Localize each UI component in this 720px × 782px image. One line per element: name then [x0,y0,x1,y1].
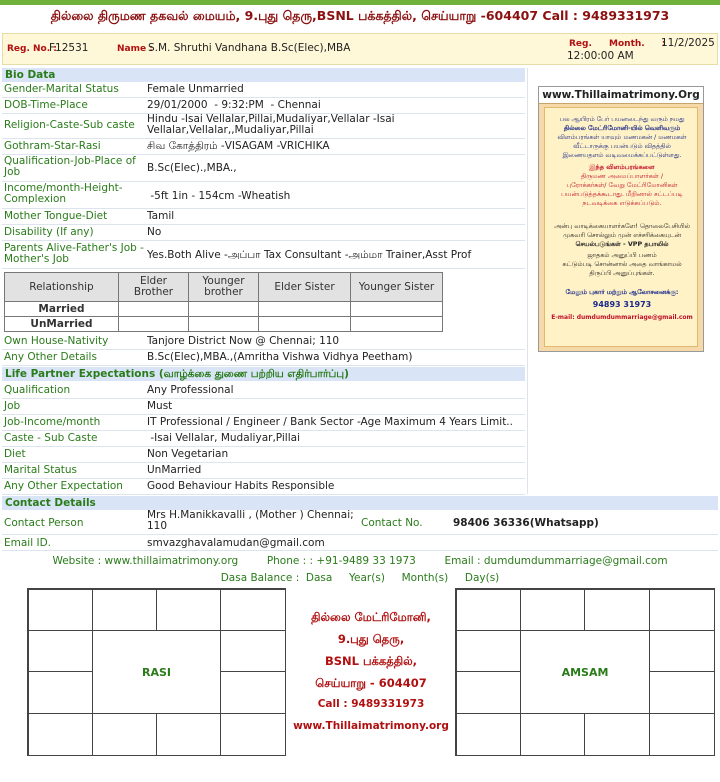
rasi-cell [220,713,286,756]
partner-row [2,399,525,415]
rasi-label: RASI [142,666,171,679]
rasi-cell [156,589,221,631]
siblings-cell [351,302,443,317]
partner-value: -Isai Vellalar, Mudaliyar,Pillai [147,433,300,444]
amsam-cell [649,589,715,631]
partner-label: Job [4,400,21,412]
ad-line: முகவரி சொல்லும் முன் எச்சரிக்கையுடன் [563,231,681,239]
ad-line: கட்டும்படி சொன்னால் அதை வாங்காமல் [562,260,682,268]
rasi-cell [220,671,286,714]
bio-row [2,209,525,225]
ad-email: E-mail: dumdumdummarriage@gmail.com [551,314,693,321]
address-line: 9.புது தெரு, [337,632,405,646]
contact-row [2,535,718,551]
siblings-row [5,302,443,317]
siblings-cell [189,317,259,332]
reg-month-label: Reg. Month. : [569,39,666,49]
email-label: Email ID. [4,537,51,549]
footer-info [0,555,720,567]
siblings-table [4,272,443,332]
bio-row [2,182,525,209]
ad-line: இந்த விளம்பரங்களை [589,163,655,171]
address-phone: Call : 9489331973 [317,698,425,710]
ad-line: மேலும் புகார் மற்றும் ஆலோசனைக்கு: [565,288,679,296]
bio-row [2,114,525,139]
amsam-cell [456,589,521,631]
bio-value: Tanjore District Now @ Chennai; 110 [147,336,340,347]
ad-line: தில்லை மேட்ரிமோனி-யில் வெளிவரும் [563,124,681,132]
siblings-cell [119,302,189,317]
siblings-cell [119,317,189,332]
rasi-cell [92,713,157,756]
partner-label: Caste - Sub Caste [4,432,98,444]
partner-row [2,431,525,447]
bio-row [2,350,525,366]
regno-value: F12531 [49,42,89,54]
bio-label: Parents Alive-Father's Job - Mother's Job [4,242,144,265]
bio-value: 29/01/2000 - 9:32:PM - Chennai [147,100,321,111]
rasi-cell [28,713,93,756]
dasa-balance: Dasa Balance : Dasa Year(s) Month(s) Day(s) [220,572,500,584]
partner-value: UnMarried [147,465,202,476]
amsam-cell [456,630,521,672]
ad-phone: 94893 31973 [592,301,652,309]
bio-label: Gender-Marital Status [4,83,119,95]
siblings-header: Younger Sister [351,273,443,302]
siblings-cell [351,317,443,332]
amsam-chart [455,588,715,756]
email-link[interactable]: Email : dumdumdummarriage@gmail.com [444,555,668,567]
partner-label: Marital Status [4,464,77,476]
siblings-cell [189,302,259,317]
phone-text: Phone : : +91-9489 33 1973 [266,555,416,567]
bio-label: Own House-Nativity [4,335,109,347]
rasi-cell [28,671,93,714]
bio-label: Qualification-Job-Place of Job [4,155,136,178]
ad-line: திருமண அமைப்பாளர்கள் / [580,172,664,180]
website-link[interactable]: Website : www.thillaimatrimony.org [52,555,239,567]
bio-label: Income/month-Height-Complexion [4,182,123,205]
bio-row [2,334,525,350]
ad-line: திருப்பி அனுப்புங்கள். [589,269,655,277]
rasi-cell [92,589,157,631]
partner-value: Good Behaviour Habits Responsible [147,481,335,492]
partner-row [2,463,525,479]
ad-notice [544,107,698,347]
amsam-cell [520,589,585,631]
bio-data-section-title: Bio Data [2,68,525,82]
address-website: www.Thillaimatrimony.org [293,720,449,732]
partner-label: Job-Income/month [4,416,101,428]
email-value: smvazghavalamudan@gmail.com [147,537,325,549]
ad-line: நடவடிக்கை எடுக்கப்படும். [582,199,662,207]
partner-section-title: Life Partner Expectations (வாழ்க்கை துணை பற்றிய எதிர்பார்ப்பு) [2,367,525,381]
bio-value: Hindu -Isai Vellalar,Pillai,Mudaliyar,Vellalar -Isai Vellalar,Vellalar,,Mudaliyar,Pillai [147,114,398,136]
bio-value: B.Sc(Elec),MBA.,(Amritha Vishwa Vidhya Peetham) [147,352,413,363]
contact-row [2,510,718,535]
siblings-header: Elder Brother [119,273,189,302]
siblings-row-label: Married [5,302,119,317]
rasi-chart [27,588,286,756]
bio-label: Gothram-Star-Rasi [4,140,101,152]
amsam-cell [584,589,650,631]
rasi-cell [220,589,286,631]
rasi-cell [28,589,93,631]
bio-label: Religion-Caste-Sub caste [4,119,135,131]
contact-no-value: 98406 36336(Whatsapp) [453,517,599,529]
partner-value: Any Professional [147,385,234,396]
rasi-cell [156,713,221,756]
siblings-row-label: UnMarried [5,317,119,332]
ad-line: ஜாதகம் அனுப்பி பணம் [587,251,657,259]
registration-bar [2,33,718,65]
bio-value: -5ft 1in - 154cm -Wheatish [147,191,291,202]
page-header-title: தில்லை திருமண தகவல் மையம், 9.புது தெரு,BSNL பக்கத்தில், செய்யாறு -604407 Call : 9489331973 [50,8,670,23]
amsam-label: AMSAM [561,666,609,679]
ad-line: இணையதளம் வடிவமைக்கப்பட்டுள்ளது. [562,151,682,159]
partner-value: IT Professional / Engineer / Bank Sector -Age Maximum 4 Years Limit.. [147,417,513,428]
partner-value: Must [147,401,173,412]
reg-time: 12:00:00 AM [567,50,634,62]
bio-row [2,241,525,269]
bio-row [2,98,525,114]
ad-line: விளம்பரங்கள் யாவும் மணமகன் / மணமகள் [557,133,687,141]
name-value: S.M. Shruthi Vandhana B.Sc(Elec),MBA [148,42,351,54]
regno-label: Reg. No. : [7,44,57,54]
address-line: தில்லை மேட்ரிமோனி, [311,610,431,624]
partner-row [2,415,525,431]
siblings-header: Younger brother [189,273,259,302]
partner-row [2,383,525,399]
ad-line: பயன்படுத்தக்கூடாது. மீறினால் சட்டப்படி [561,190,683,198]
partner-row [2,479,525,495]
bio-value: B.Sc(Elec).,MBA., [147,163,237,174]
ad-line: வீட்டாருக்கு பயன்படும் விதத்தில் [573,142,671,150]
ad-line: புரோக்கர்கள்/ வேறு மேட்ரிமோனிகள் [566,181,678,189]
top-accent-bar [0,0,720,5]
contact-person-value: Mrs H.Manikkavalli , (Mother ) Chennai; 110 [147,509,354,532]
siblings-header: Relationship [5,273,119,302]
bio-label: DOB-Time-Place [4,99,88,111]
contact-no-label: Contact No. [361,517,423,529]
bio-value: Tamil [147,211,175,222]
bio-row [2,155,525,182]
bio-value: Female Unmarried [147,84,244,95]
amsam-cell [456,671,521,714]
reg-date: 11/2/2025 [661,37,715,49]
amsam-cell [649,713,715,756]
siblings-row [5,317,443,332]
amsam-cell [649,671,715,714]
partner-label: Any Other Expectation [4,480,123,492]
siblings-cell [259,317,351,332]
contact-person-label: Contact Person [4,517,84,529]
rasi-cell [28,630,93,672]
bio-row [2,225,525,241]
siblings-header-row [5,273,443,302]
contact-section-title: Contact Details [2,496,718,510]
advertisement-box [538,86,704,352]
ad-line: பல ஆயிரம் பேர் பயனடைந்து வரும் நமது [559,115,685,123]
bio-row [2,139,525,155]
partner-label: Qualification [4,384,71,396]
address-line: BSNL பக்கத்தில், [324,654,418,668]
ad-line: அன்பு வாடிக்கையாளர்களே! தொலைபேசியில் [554,222,690,230]
partner-row [2,447,525,463]
siblings-cell [259,302,351,317]
bio-row [2,82,525,98]
bio-label: Mother Tongue-Diet [4,210,108,222]
bio-label: Any Other Details [4,351,97,363]
ad-title: www.Thillaimatrimony.Org [539,87,703,104]
partner-value: Non Vegetarian [147,449,229,460]
amsam-cell [456,713,521,756]
amsam-cell [520,713,585,756]
bio-value: சிவ கோத்திரம் -VISAGAM -VRICHIKA [147,141,330,152]
address-line: செய்யாறு - 604407 [315,676,427,690]
bio-value: No [147,227,162,238]
ad-line: செயல்படுங்கள் - VPP தபாலில் [575,240,669,248]
bio-label: Disability (If any) [4,226,94,238]
amsam-cell [649,630,715,672]
partner-label: Diet [4,448,26,460]
amsam-cell [584,713,650,756]
name-label: Name : [117,44,153,54]
siblings-header: Elder Sister [259,273,351,302]
bio-value: Yes.Both Alive -அப்பா Tax Consultant -அம்மா Trainer,Asst Prof [147,250,472,261]
rasi-cell [220,630,286,672]
